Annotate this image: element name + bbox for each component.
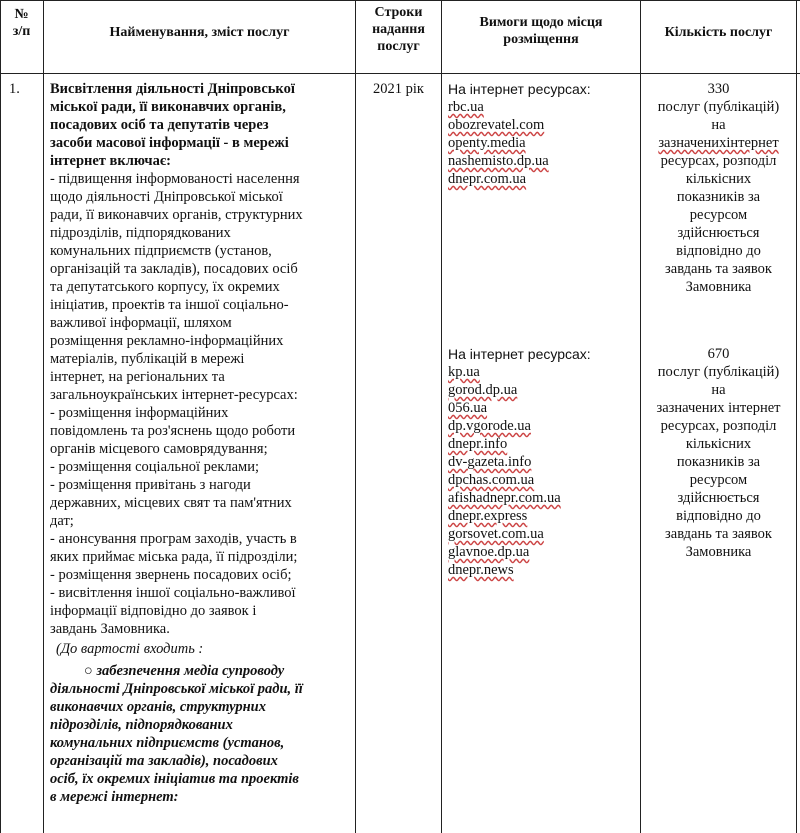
count-line: ресурсах, розподіл bbox=[660, 153, 777, 169]
body-line: підрозділів, підпорядкованих bbox=[50, 225, 231, 241]
site-link: rbc.ua bbox=[448, 99, 484, 115]
note-line: підрозділів, підпорядкованих bbox=[50, 717, 233, 733]
body-line: ініціатив, проектів та іншої соціально- bbox=[50, 297, 289, 313]
count-line: показників за bbox=[676, 454, 761, 470]
count-line: Замовника bbox=[685, 544, 752, 560]
body-line: завдань Замовника. bbox=[50, 621, 170, 637]
site-link: dnepr.com.ua bbox=[448, 171, 527, 187]
body-line: та депутатського корпусу, їх окремих bbox=[50, 279, 280, 295]
body-line: яких приймає міська рада, її підрозділи; bbox=[50, 549, 298, 565]
site-link: glavnoe.dp.ua bbox=[448, 544, 530, 560]
site-link: dp.vgorode.ua bbox=[448, 418, 531, 434]
body-line: - підвищення інформованості населення bbox=[50, 171, 300, 187]
body-line: - висвітлення іншої соціально-важливої bbox=[50, 585, 296, 601]
header-terms: Строки надання послуг bbox=[372, 5, 425, 54]
body-line: важливої інформації, шляхом bbox=[50, 315, 232, 331]
service-term: 2021 рік bbox=[373, 81, 424, 97]
row-number: 1. bbox=[9, 81, 20, 97]
title-line: посадових осіб та депутатів через bbox=[50, 117, 269, 133]
site-link: nashemisto.dp.ua bbox=[448, 153, 549, 169]
site-link: dnepr.info bbox=[448, 436, 508, 452]
table-border-right bbox=[796, 0, 797, 833]
count-value: 330 bbox=[707, 81, 730, 97]
note-line: в мережі інтернет: bbox=[50, 789, 179, 805]
body-line: - розміщення інформаційних bbox=[50, 405, 229, 421]
count-line: послуг (публікацій) bbox=[657, 99, 780, 115]
count-line: кількісних bbox=[685, 171, 752, 187]
site-link: openty.media bbox=[448, 135, 526, 151]
count-group-1 bbox=[641, 80, 796, 296]
count-line: послуг (публікацій) bbox=[657, 364, 780, 380]
site-link: gorod.dp.ua bbox=[448, 382, 518, 398]
note-line: організацій та закладів), посадових bbox=[50, 753, 278, 769]
count-line: на bbox=[711, 117, 726, 133]
body-line: - анонсування програм заходів, участь в bbox=[50, 531, 297, 547]
site-link: dnepr.express bbox=[448, 508, 528, 524]
table-border-left bbox=[0, 0, 1, 833]
count-group-2 bbox=[641, 345, 796, 561]
note-intro: (До вартості входить : bbox=[56, 641, 204, 657]
body-line: ради, її виконавчих органів, структурних bbox=[50, 207, 303, 223]
count-line: на bbox=[711, 382, 726, 398]
column-divider bbox=[441, 0, 442, 833]
body-line: інтернет, на регіональних та bbox=[50, 369, 225, 385]
count-line: показників за bbox=[676, 189, 761, 205]
body-line: матеріалів, публікацій в мережі bbox=[50, 351, 245, 367]
title-line: Висвітлення діяльності Дніпровської bbox=[50, 81, 295, 97]
service-description bbox=[50, 80, 350, 806]
body-line: повідомлень та роз'яснень щодо роботи bbox=[50, 423, 296, 439]
note-line: осіб, їх окремих ініціатив та проектів bbox=[50, 771, 299, 787]
header-count: Кількість послуг bbox=[664, 25, 773, 40]
header-divider bbox=[0, 73, 800, 74]
count-line: ресурсах, розподіл bbox=[660, 418, 777, 434]
count-value: 670 bbox=[707, 346, 730, 362]
count-line: завдань та заявок bbox=[665, 261, 772, 277]
header-num: № з/п bbox=[12, 7, 31, 39]
table-border-top bbox=[0, 0, 800, 1]
site-link: obozrevatel.com bbox=[448, 117, 545, 133]
note-bullet: ○ забезпечення медіа супроводу bbox=[84, 663, 285, 679]
note-line: комунальних підприємств (установ, bbox=[50, 735, 285, 751]
header-placement: Вимоги щодо місця розміщення bbox=[479, 15, 603, 47]
placement-label: На інтернет ресурсах: bbox=[448, 346, 591, 362]
body-line: щодо діяльності Дніпровської міської bbox=[50, 189, 283, 205]
count-line: здійснюється bbox=[677, 490, 760, 506]
body-line: організацій та закладів), посадових осіб bbox=[50, 261, 298, 277]
count-line: Замовника bbox=[685, 279, 752, 295]
body-line: державних, місцевих свят та пам'ятних bbox=[50, 495, 292, 511]
count-line: кількісних bbox=[685, 436, 752, 452]
count-line: завдань та заявок bbox=[665, 526, 772, 542]
count-line: ресурсом bbox=[689, 472, 748, 488]
site-link: afishadnepr.com.ua bbox=[448, 490, 561, 506]
placement-group-2 bbox=[448, 345, 591, 579]
body-line: комунальних підприємств (установ, bbox=[50, 243, 272, 259]
body-line: - розміщення привітань з нагоди bbox=[50, 477, 251, 493]
body-line: загальноукраїнських інтернет-ресурсах: bbox=[50, 387, 298, 403]
placement-group-1 bbox=[448, 80, 591, 188]
column-divider bbox=[355, 0, 356, 833]
note-line: діяльності Дніпровської міської ради, її bbox=[50, 681, 303, 697]
header-name: Найменування, зміст послуг bbox=[109, 25, 290, 40]
site-link: gorsovet.com.ua bbox=[448, 526, 544, 542]
site-link: 056.ua bbox=[448, 400, 488, 416]
note-line: виконавчих органів, структурних bbox=[50, 699, 266, 715]
site-link: dpchas.com.ua bbox=[448, 472, 535, 488]
count-line: відповідно до bbox=[676, 243, 761, 259]
count-line: зазначених інтернет bbox=[656, 400, 781, 416]
title-line: інтернет включає: bbox=[50, 153, 171, 169]
site-link: dnepr.news bbox=[448, 562, 514, 578]
body-line: інформації відповідно до заявок і bbox=[50, 603, 257, 619]
count-line: ресурсом bbox=[689, 207, 748, 223]
body-line: - розміщення звернень посадових осіб; bbox=[50, 567, 292, 583]
body-line: органів місцевого самоврядування; bbox=[50, 441, 268, 457]
body-line: дат; bbox=[50, 513, 74, 529]
placement-label: На інтернет ресурсах: bbox=[448, 81, 591, 97]
count-line: здійснюється bbox=[677, 225, 760, 241]
count-line: зазначенихінтернет bbox=[658, 135, 779, 151]
title-line: засоби масової інформації - в мережі bbox=[50, 135, 289, 151]
count-line: відповідно до bbox=[676, 508, 761, 524]
column-divider bbox=[43, 0, 44, 833]
site-link: kp.ua bbox=[448, 364, 480, 380]
title-line: міської ради, її виконавчих органів, bbox=[50, 99, 286, 115]
body-line: - розміщення соціальної реклами; bbox=[50, 459, 260, 475]
site-link: dv-gazeta.info bbox=[448, 454, 532, 470]
body-line: розміщення рекламно-інформаційних bbox=[50, 333, 284, 349]
